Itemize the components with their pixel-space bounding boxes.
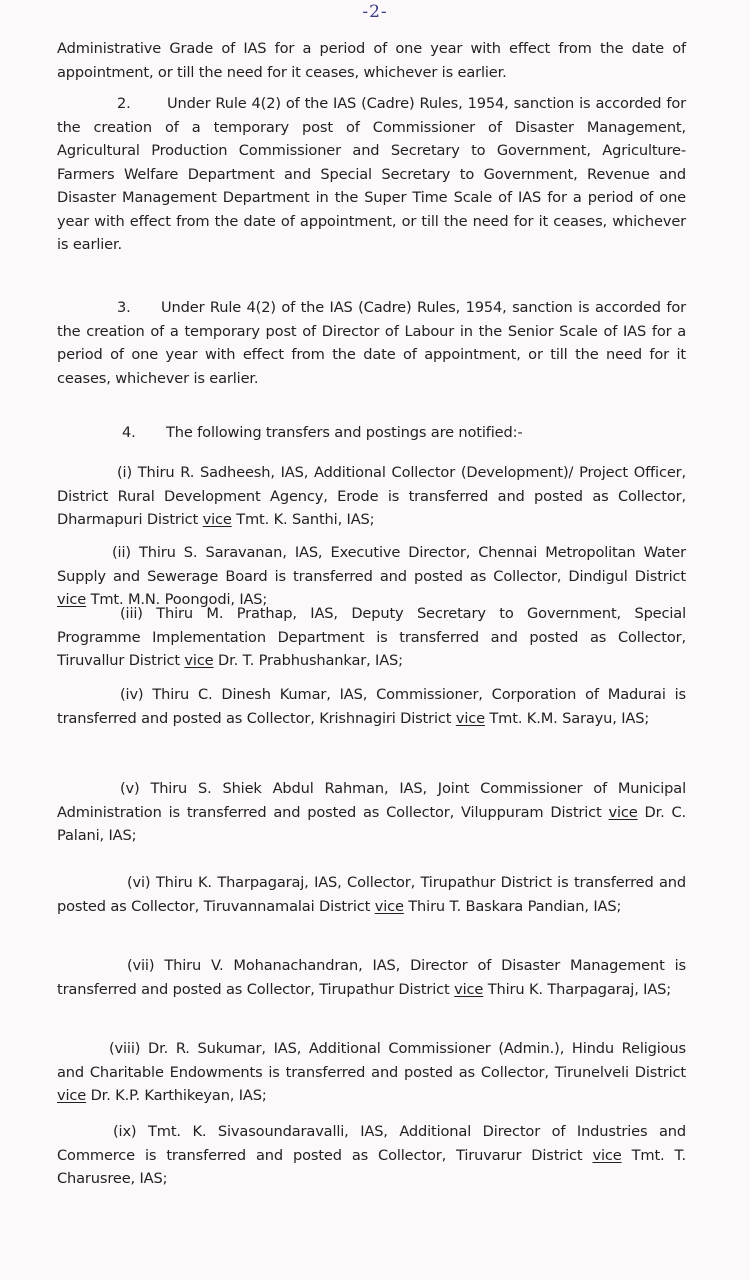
vice-label: vice bbox=[202, 511, 232, 528]
vice-label: vice bbox=[454, 980, 484, 998]
paragraph-text: Administrative Grade of IAS for a period of one year with effect from the date of appointment, or till the need for it ceases, whichever is earlier. bbox=[57, 40, 686, 81]
page-number: -2- bbox=[362, 2, 388, 22]
vice-label: vice bbox=[57, 1087, 87, 1104]
vice-label: vice bbox=[592, 1146, 622, 1164]
paragraph-text: Under Rule 4(2) of the IAS (Cadre) Rules, 1954, sanction is accorded for the creation of a temporary post of Director of Labour in the Senior Scale of IAS for a period of one year with effect from the date of appointment, or till the need for it ceases, whichever is earlier. bbox=[57, 299, 686, 387]
item-vice-text: Thiru K. Tharpagaraj, IAS; bbox=[487, 980, 672, 998]
item-number: (ii) bbox=[112, 544, 131, 561]
item-vice-text: Dr. C. Palani, IAS; bbox=[57, 803, 686, 844]
transfer-item bbox=[57, 683, 686, 730]
item-vice-text: Tmt. K. Santhi, IAS; bbox=[236, 511, 375, 528]
item-number: (viii) bbox=[109, 1040, 141, 1057]
paragraph-text: The following transfers and postings are notified:- bbox=[166, 424, 523, 441]
transfer-item bbox=[57, 461, 686, 532]
item-text: Thiru M. Prathap, IAS, Deputy Secretary to Government, Special Programme Implementation Department is transferred and posted as Collector, Tiruvallur District bbox=[57, 605, 686, 669]
item-vice-text: Tmt. K.M. Sarayu, IAS; bbox=[489, 709, 650, 727]
transfer-item bbox=[57, 541, 686, 612]
vice-label: vice bbox=[57, 591, 87, 608]
item-text: Thiru S. Shiek Abdul Rahman, IAS, Joint Commissioner of Municipal Administration is transferred and posted as Collector, Viluppuram District bbox=[57, 780, 686, 821]
item-number: (v) bbox=[120, 780, 140, 797]
transfer-item bbox=[57, 777, 686, 848]
vice-label: vice bbox=[455, 709, 485, 727]
item-text: Thiru K. Tharpagaraj, IAS, Collector, Tirupathur District is transferred and posted as Collector, Tiruvannamalai District bbox=[57, 874, 686, 915]
item-vice-text: Thiru T. Baskara Pandian, IAS; bbox=[408, 897, 622, 915]
transfer-item bbox=[57, 954, 686, 1001]
paragraph-text: Under Rule 4(2) of the IAS (Cadre) Rules, 1954, sanction is accorded for the creation of a temporary post of Commissioner of Disaster Management, Agricultural Production Commissioner and Secretary to Government, Agriculture-Farmers Welfare Department and Special Secretary to Government, Revenue and Disaster Management Department in the Super Time Scale of IAS for a period of one year with effect from the date of appointment, or till the need for it ceases, whichever is earlier. bbox=[57, 95, 686, 253]
transfer-item bbox=[57, 602, 686, 673]
item-number: (vi) bbox=[127, 874, 151, 891]
transfer-item bbox=[57, 871, 686, 918]
item-text: Thiru R. Sadheesh, IAS, Additional Collector (Development)/ Project Officer, District Rural Development Agency, Erode is transferred and posted as Collector, Dharmapuri District bbox=[57, 464, 686, 528]
item-number: (vii) bbox=[127, 957, 155, 974]
item-number: (ix) bbox=[113, 1123, 137, 1140]
item-vice-text: Tmt. M.N. Poongodi, IAS; bbox=[90, 591, 268, 608]
item-number: (iii) bbox=[120, 605, 143, 622]
item-text: Dr. R. Sukumar, IAS, Additional Commissioner (Admin.), Hindu Religious and Charitable Endowments is transferred and posted as Collector, Tirunelveli District bbox=[57, 1040, 686, 1081]
item-text: Thiru C. Dinesh Kumar, IAS, Commissioner, Corporation of Madurai is transferred and posted as Collector, Krishnagiri District bbox=[57, 686, 686, 727]
item-text: Thiru S. Saravanan, IAS, Executive Director, Chennai Metropolitan Water Supply and Sewerage Board is transferred and posted as Collector, Dindigul District bbox=[57, 544, 686, 585]
paragraph-number: 3. bbox=[117, 299, 131, 316]
transfer-item bbox=[57, 1120, 686, 1191]
paragraph-3 bbox=[57, 296, 686, 390]
paragraph-number: 2. bbox=[117, 95, 131, 112]
item-vice-text: Dr. K.P. Karthikeyan, IAS; bbox=[90, 1087, 267, 1104]
paragraph-1-continuation bbox=[57, 37, 686, 84]
transfer-item bbox=[57, 1037, 686, 1108]
item-vice-text: Dr. T. Prabhushankar, IAS; bbox=[218, 652, 403, 669]
paragraph-2 bbox=[57, 92, 686, 257]
vice-label: vice bbox=[608, 803, 638, 821]
item-text: Thiru V. Mohanachandran, IAS, Director of Disaster Management is transferred and posted as Collector, Tirupathur District bbox=[57, 957, 686, 998]
vice-label: vice bbox=[184, 652, 214, 669]
paragraph-4 bbox=[57, 421, 686, 445]
paragraph-number: 4. bbox=[122, 424, 136, 441]
item-vice-text: Tmt. T. Charusree, IAS; bbox=[57, 1146, 687, 1187]
item-text: Tmt. K. Sivasoundaravalli, IAS, Additional Director of Industries and Commerce is transferred and posted as Collector, Tiruvarur District bbox=[57, 1123, 686, 1164]
item-number: (iv) bbox=[120, 686, 144, 703]
vice-label: vice bbox=[374, 897, 404, 915]
item-number: (i) bbox=[117, 464, 132, 481]
